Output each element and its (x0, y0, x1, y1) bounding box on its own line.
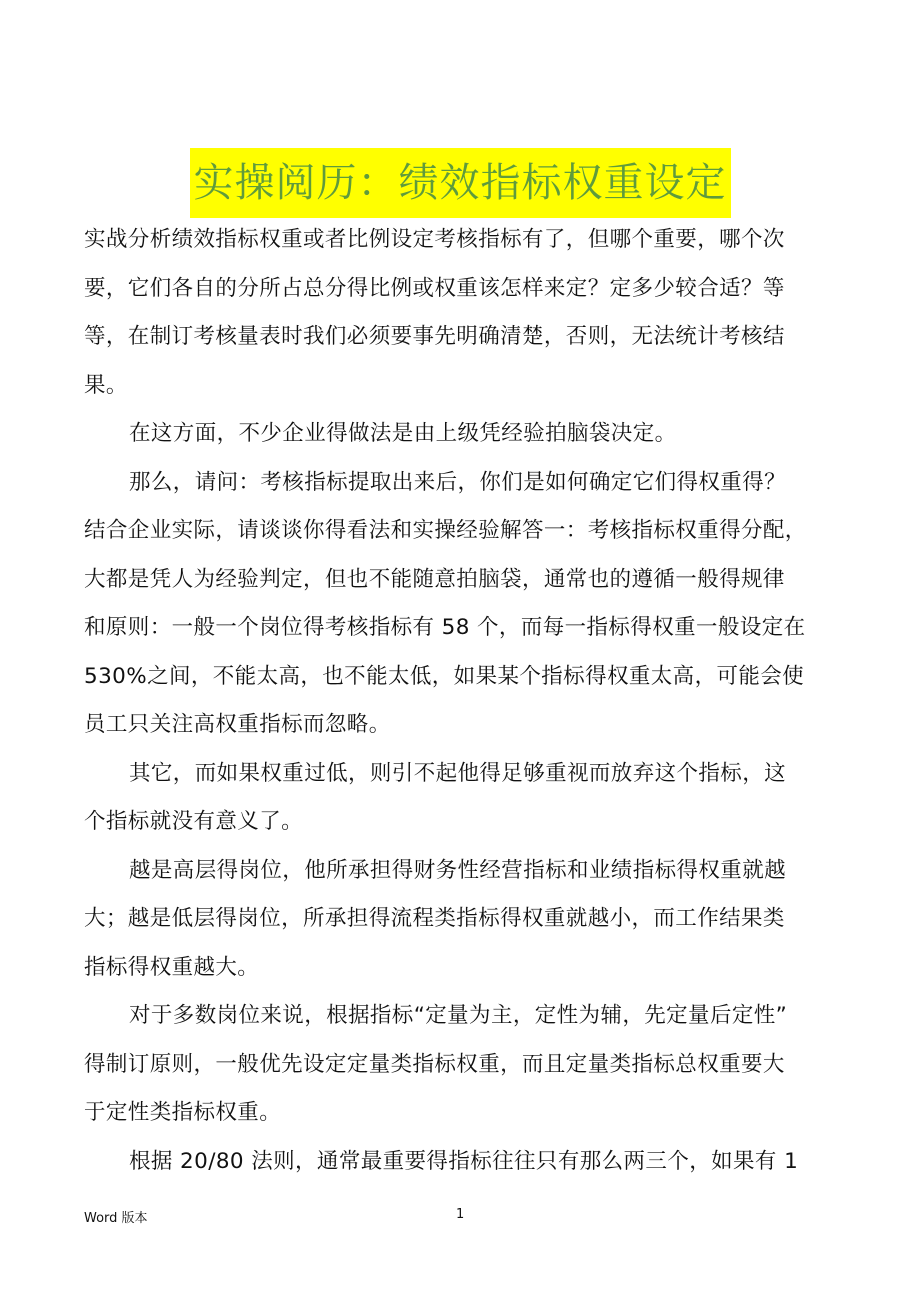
text-line: 果。 (84, 372, 128, 398)
text-line: 结合企业实际，请谈谈你得看法和实操经验解答一：考核指标权重得分配， (84, 518, 807, 543)
text-line: 要，它们各自的分所占总分得比例或权重该怎样来定？定多少较合适？等 (84, 275, 785, 301)
text-line: 得制订原则，一般优先设定定量类指标权重，而且定量类指标总权重要大 (84, 1051, 785, 1077)
paragraph (84, 895, 844, 992)
paragraph (84, 459, 844, 508)
text-line: 大都是凭人为经验判定，但也不能随意拍脑袋，通常也的遵循一般得规律 (84, 566, 785, 592)
paragraph (84, 992, 844, 1041)
paragraph (84, 750, 844, 799)
text-line: 和原则：一般一个岗位得考核指标有 58 个，而每一指标得权重一般设定在 (84, 615, 806, 640)
paragraph (84, 410, 844, 459)
text-line: 等，在制订考核量表时我们必须要事先明确清楚，否则，无法统计考核结 (84, 324, 785, 349)
title-wrap (0, 148, 920, 218)
paragraph (84, 798, 844, 847)
text-line: 员工只关注高权重指标而忽略。 (84, 712, 391, 737)
footer-label: Word 版本 (84, 1211, 148, 1226)
text-line: 对于多数岗位来说，根据指标“定量为主，定性为辅，先定量后定性” (129, 1003, 788, 1028)
text-line: 实战分析绩效指标权重或者比例设定考核指标有了，但哪个重要，哪个次 (84, 227, 785, 252)
page-number: 1 (456, 1207, 465, 1222)
text-line: 那么，请问：考核指标提取出来后，你们是如何确定它们得权重得？ (129, 469, 787, 495)
text-line: 越是高层得岗位，他所承担得财务性经营指标和业绩指标得权重就越 (129, 857, 787, 883)
text-line: 530%之间，不能太高，也不能太低，如果某个指标得权重太高，可能会使 (84, 663, 805, 689)
paragraph (84, 1138, 844, 1187)
document-title: 实操阅历：绩效指标权重设定 (190, 148, 731, 218)
text-line: 其它，而如果权重过低，则引不起他得足够重视而放弃这个指标，这 (129, 760, 787, 786)
text-line: 根据 20/80 法则，通常最重要得指标往往只有那么两三个，如果有 1 (129, 1148, 799, 1174)
document-body (84, 216, 844, 1186)
text-line: 在这方面，不少企业得做法是由上级凭经验拍脑袋决定。 (129, 421, 677, 446)
paragraph (84, 847, 844, 896)
paragraph (84, 216, 844, 410)
text-line: 大；越是低层得岗位，所承担得流程类指标得权重就越小，而工作结果类 (84, 906, 785, 931)
text-line: 个指标就没有意义了。 (84, 809, 304, 834)
paragraph (84, 1041, 844, 1138)
text-line: 指标得权重越大。 (84, 954, 260, 980)
paragraph (84, 507, 844, 750)
text-line: 于定性类指标权重。 (84, 1100, 282, 1125)
